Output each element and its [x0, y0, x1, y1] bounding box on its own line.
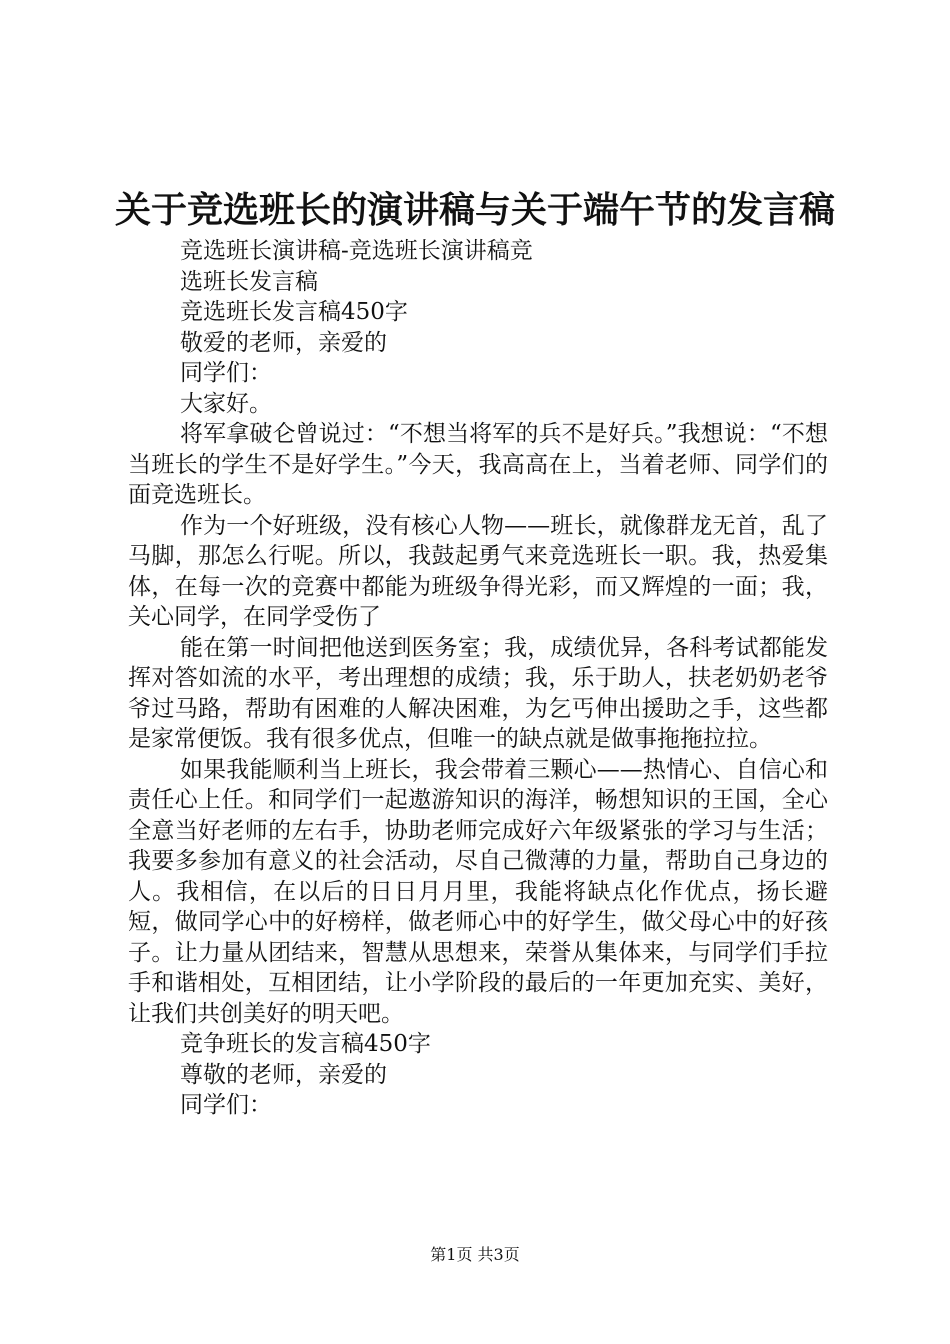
paragraph: 选班长发言稿 [180, 268, 318, 295]
paragraph: 竞争班长的发言稿450字 [180, 1031, 431, 1057]
paragraph: 竞选班长演讲稿-竞选班长演讲稿竞 [180, 238, 533, 264]
paragraph: 将军拿破仑曾说过：“不想当将军的兵不是好兵。”我想说：“不想当班长的学生不是好学生。”今天，我高高在上，当着老师、同学们的面竞选班长。 [128, 421, 828, 508]
paragraph: 竞选班长发言稿450字 [180, 299, 408, 325]
paragraph: 同学们： [180, 1092, 272, 1118]
paragraph: 大家好。 [180, 390, 272, 417]
page-footer: 第1页 共3页 [430, 1245, 520, 1264]
paragraph: 能在第一时间把他送到医务室；我，成绩优异，各科考试都能发挥对答如流的水平，考出理想的成绩；我，乐于助人，扶老奶奶老爷爷过马路，帮助有困难的人解决困难，为乞丐伸出援助之手，这些都是家常便饭。我有很多优点，但唯一的缺点就是做事拖拖拉拉。 [128, 634, 828, 752]
document-body [128, 236, 828, 1121]
paragraph: 尊敬的老师，亲爱的 [180, 1061, 387, 1088]
paragraph: 作为一个好班级，没有核心人物——班长，就像群龙无首，乱了马脚，那怎么行呢。所以，我鼓起勇气来竞选班长一职。我，热爱集体，在每一次的竞赛中都能为班级争得光彩，而又辉煌的一面；我，关心同学，在同学受伤了 [128, 512, 828, 630]
paragraph: 同学们： [180, 360, 272, 386]
document-title: 关于竞选班长的演讲稿与关于端午节的发言稿 [114, 189, 835, 231]
paragraph: 如果我能顺利当上班长，我会带着三颗心——热情心、自信心和责任心上任。和同学们一起遨游知识的海洋，畅想知识的王国，全心全意当好老师的左右手，协助老师完成好六年级紧张的学习与生活；我要多参加有意义的社会活动，尽自己微薄的力量，帮助自己身边的人。我相信，在以后的日日月月里，我能将缺点化作优点，扬长避短，做同学心中的好榜样，做老师心中的好学生，做父母心中的好孩子。让力量从团结来，智慧从思想来，荣誉从集体来，与同学们手拉手和谐相处，互相团结，让小学阶段的最后的一年更加充实、美好，让我们共创美好的明天吧。 [128, 756, 828, 1027]
paragraph: 敬爱的老师，亲爱的 [180, 329, 387, 356]
